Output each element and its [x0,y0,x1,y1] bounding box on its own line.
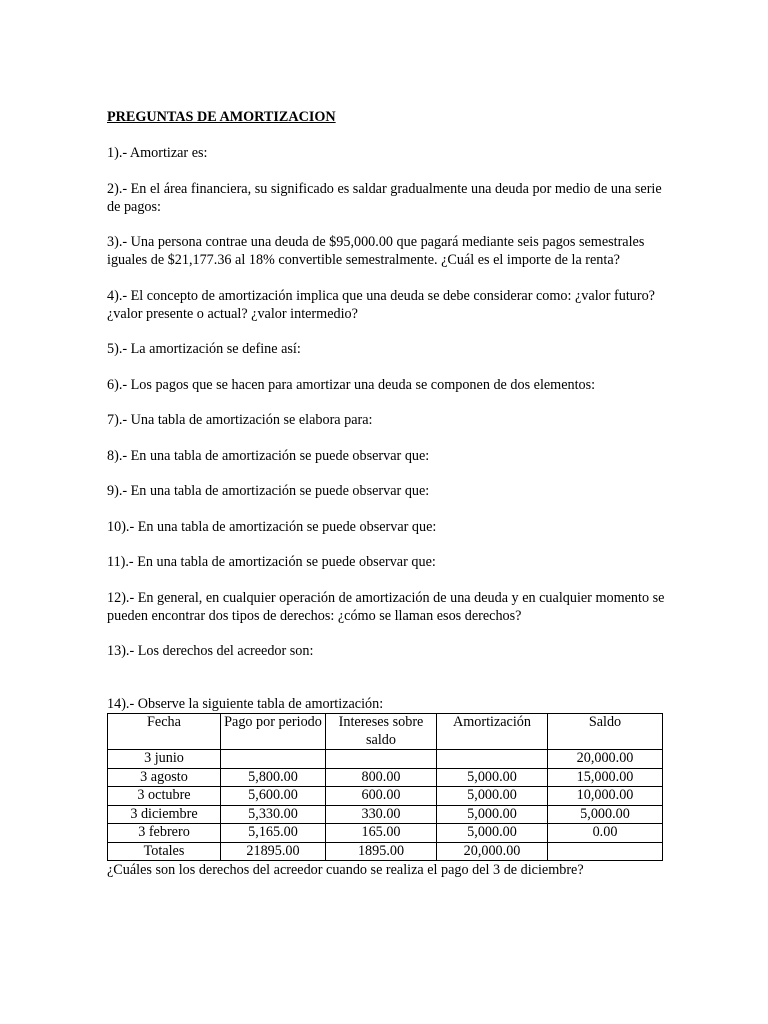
cell-fecha: Totales [108,842,221,861]
question-5: 5).- La amortización se define así: [107,341,301,357]
cell-intereses: 1895.00 [326,842,437,861]
question-14-followup: ¿Cuáles son los derechos del acreedor cuando se realiza el pago del 3 de diciembre? [107,862,584,878]
cell-intereses: 800.00 [326,768,437,787]
cell-pago: 5,330.00 [221,805,326,824]
cell-saldo: 15,000.00 [548,768,663,787]
document-page [107,108,667,897]
table-row [108,768,663,787]
header-pago: Pago por periodo [221,714,326,750]
header-fecha: Fecha [108,714,221,750]
cell-amortizacion: 5,000.00 [437,824,548,843]
table-row [108,750,663,769]
question-11: 11).- En una tabla de amortización se puede observar que: [107,554,436,570]
cell-intereses: 165.00 [326,824,437,843]
cell-amortizacion [437,750,548,769]
header-saldo: Saldo [548,714,663,750]
question-12: 12).- En general, en cualquier operación de amortización de una deuda y en cualquier momento se pueden encontrar dos tipos de derechos: ¿cómo se llaman esos derechos? [107,589,665,624]
question-2: 2).- En el área financiera, su significado es saldar gradualmente una deuda por medio de una serie de pagos: [107,180,662,215]
question-14: 14).- Observe la siguiente tabla de amortización: [107,696,384,712]
cell-saldo: 10,000.00 [548,787,663,806]
cell-saldo: 0.00 [548,824,663,843]
cell-fecha: 3 junio [108,750,221,769]
cell-intereses: 600.00 [326,787,437,806]
question-10: 10).- En una tabla de amortización se puede observar que: [107,518,437,535]
cell-amortizacion: 5,000.00 [437,787,548,806]
cell-fecha: 3 diciembre [108,805,221,824]
question-4: 4).- El concepto de amortización implica que una deuda se debe considerar como: ¿valor futuro? ¿valor presente o actual? ¿valor intermedio? [107,287,655,322]
table-row [108,824,663,843]
question-6: 6).- Los pagos que se hacen para amortizar una deuda se componen de dos elementos: [107,376,596,393]
cell-pago: 21895.00 [221,842,326,861]
table-row [108,787,663,806]
cell-intereses [326,750,437,769]
table-header-row [108,714,663,750]
table-totals-row [108,842,663,861]
cell-saldo: 20,000.00 [548,750,663,769]
cell-amortizacion: 5,000.00 [437,805,548,824]
cell-intereses: 330.00 [326,805,437,824]
amortization-table [107,713,663,861]
cell-pago [221,750,326,769]
cell-saldo [548,842,663,861]
question-8: 8).- En una tabla de amortización se puede observar que: [107,447,430,464]
cell-saldo: 5,000.00 [548,805,663,824]
cell-pago: 5,600.00 [221,787,326,806]
question-13: 13).- Los derechos del acreedor son: [107,643,314,659]
question-3: 3).- Una persona contrae una deuda de $95,000.00 que pagará mediante seis pagos semestrales iguales de $21,177.36 al 18% convertible semestralmente. ¿Cuál es el importe de la renta? [107,234,645,268]
question-1: 1).- Amortizar es: [107,145,208,161]
cell-amortizacion: 5,000.00 [437,768,548,787]
header-amortizacion: Amortización [437,714,548,750]
document-title: PREGUNTAS DE AMORTIZACION [107,109,336,125]
cell-pago: 5,165.00 [221,824,326,843]
header-intereses: Intereses sobre saldo [326,714,437,750]
cell-fecha: 3 febrero [108,824,221,843]
cell-pago: 5,800.00 [221,768,326,787]
cell-fecha: 3 agosto [108,768,221,787]
cell-fecha: 3 octubre [108,787,221,806]
table-row [108,805,663,824]
question-7: 7).- Una tabla de amortización se elabora para: [107,412,373,428]
question-9: 9).- En una tabla de amortización se puede observar que: [107,483,430,499]
cell-amortizacion: 20,000.00 [437,842,548,861]
